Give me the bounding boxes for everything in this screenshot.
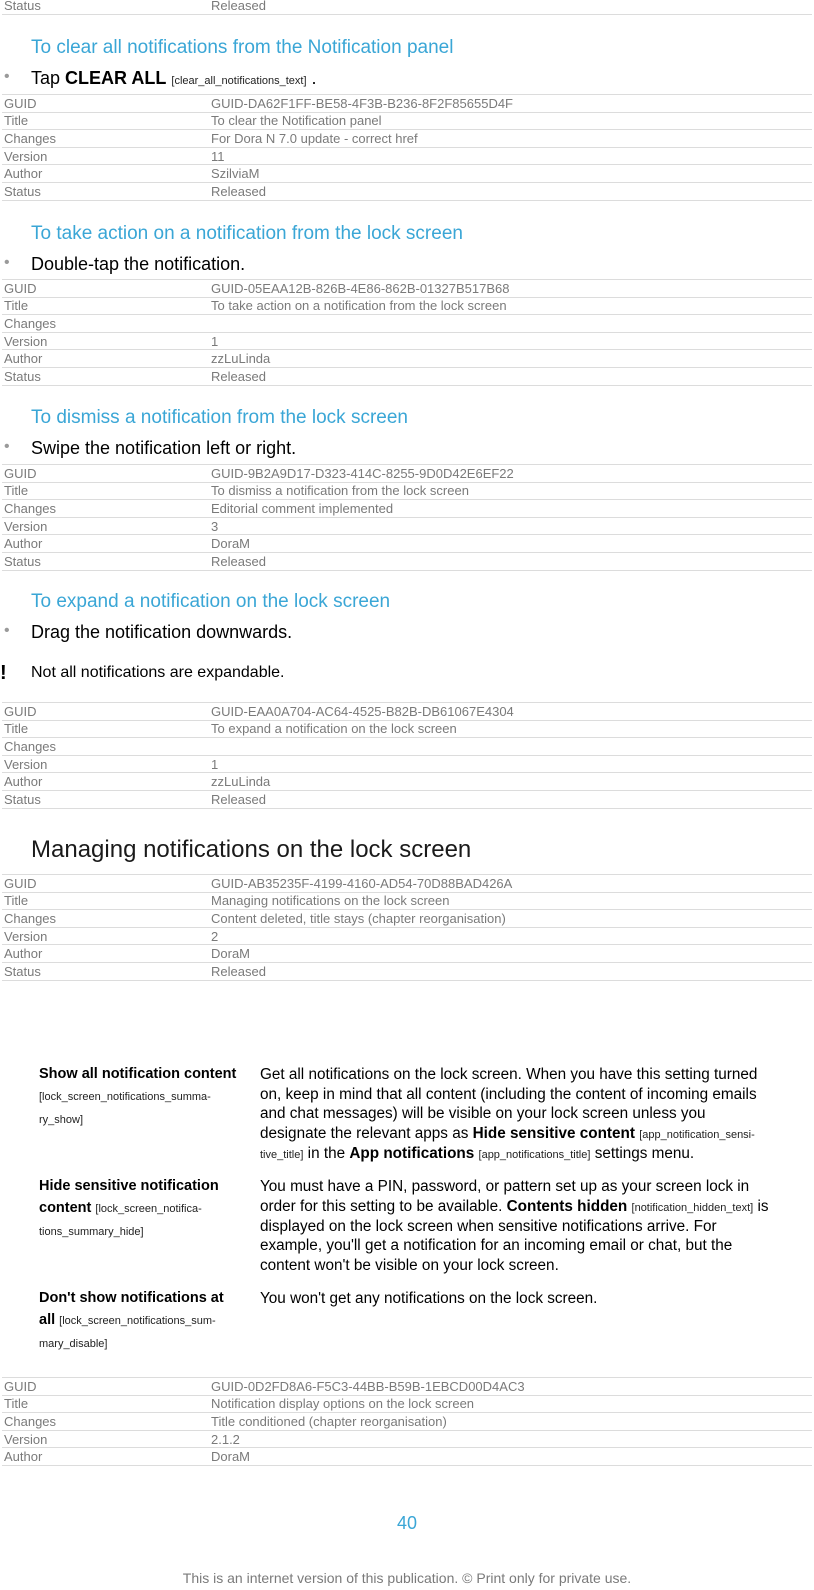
table-row [2, 962, 812, 980]
meta-key: GUID [2, 280, 209, 298]
table-row [2, 367, 812, 385]
table-row [2, 910, 812, 928]
text-run: Don't show notifications at [39, 1290, 224, 1306]
meta-key: Changes [2, 910, 209, 928]
metadata-table-top [2, 0, 812, 15]
option-description [260, 1065, 806, 1164]
table-row [2, 1395, 812, 1413]
table-row [2, 1430, 812, 1448]
metadata-table [2, 464, 812, 571]
option-description [260, 1289, 806, 1309]
table-row [2, 147, 812, 165]
table-row [2, 875, 812, 893]
meta-key: Version [2, 332, 209, 350]
text-run: [lock_screen_notifica- [95, 1203, 202, 1215]
table-row [2, 945, 812, 963]
text-run: designate the relevant apps as [260, 1124, 469, 1142]
meta-key: Title [2, 297, 209, 315]
meta-key: Status [2, 552, 209, 570]
meta-value: GUID-9B2A9D17-D323-414C-8255-9D0D42E6EF22 [209, 465, 812, 483]
meta-value: 1 [209, 755, 812, 773]
table-row [2, 535, 812, 553]
meta-value: 11 [209, 147, 812, 165]
text-run: Drag the notification downwards. [31, 622, 293, 642]
meta-key: Changes [2, 315, 209, 333]
text-run: tions_summary_hide] [39, 1226, 144, 1238]
string-ref: [app_notification_sensi- [639, 1128, 755, 1141]
option-name [39, 1175, 249, 1243]
meta-key: Changes [2, 738, 209, 756]
table-row [2, 482, 812, 500]
table-row [2, 350, 812, 368]
meta-key: Changes [2, 130, 209, 148]
metadata-table [2, 702, 812, 809]
table-row [2, 927, 812, 945]
table-row [2, 182, 812, 200]
text-run: on, keep in mind that all content (including the content of incoming emails [260, 1085, 757, 1103]
section-heading: To expand a notification on the lock screen [31, 591, 391, 612]
option-description [260, 1177, 806, 1275]
metadata-table [2, 874, 812, 981]
meta-value: GUID-0D2FD8A6-F5C3-44BB-B59B-1EBCD00D4AC3 [209, 1378, 812, 1396]
meta-value: Managing notifications on the lock screen [209, 892, 812, 910]
table-row [2, 315, 812, 333]
table-row [2, 517, 812, 535]
meta-value: 1 [209, 332, 812, 350]
text-run: example, you'll get a notification for an incoming email or chat, but the [260, 1237, 733, 1254]
table-row [2, 703, 812, 721]
table-row [2, 1413, 812, 1431]
footer-text: This is an internet version of this publication. © Print only for private use. [182, 1570, 632, 1586]
bullet-item [4, 254, 246, 275]
meta-value: zzLuLinda [209, 350, 812, 368]
table-row [2, 500, 812, 518]
table-row [2, 1378, 812, 1396]
text-run: is [757, 1197, 769, 1215]
page-number: 40 [396, 1513, 418, 1533]
meta-value: 2 [209, 927, 812, 945]
section-heading: To dismiss a notification from the lock screen [31, 407, 408, 428]
meta-value: To clear the Notification panel [209, 112, 812, 130]
option-name [39, 1287, 249, 1355]
bullet-dot-icon: • [4, 438, 10, 455]
meta-value [209, 738, 812, 756]
meta-key: Title [2, 892, 209, 910]
text-run: You must have a PIN, password, or pattern set up as your screen lock in [260, 1178, 750, 1195]
table-row [2, 465, 812, 483]
bullet-item [4, 622, 293, 643]
bullet-dot-icon: • [4, 68, 10, 85]
bullet-item [4, 68, 317, 89]
meta-key: Status [2, 962, 209, 980]
meta-value: DoraM [209, 945, 812, 963]
table-row [2, 755, 812, 773]
text-run: Hide sensitive notification [39, 1178, 219, 1194]
table-row [2, 95, 812, 113]
metadata-table [2, 94, 812, 201]
meta-value: SzilviaM [209, 165, 812, 183]
meta-value: Released [209, 0, 812, 14]
text-run: all [39, 1312, 56, 1328]
meta-key: Title [2, 482, 209, 500]
meta-key: Version [2, 755, 209, 773]
meta-key: Status [2, 367, 209, 385]
metadata-table [2, 1377, 812, 1466]
exclamation-icon: ! [0, 662, 7, 684]
meta-value: For Dora N 7.0 update - correct href [209, 130, 812, 148]
meta-key: Title [2, 1395, 209, 1413]
text-run: [lock_screen_notifications_summa- [39, 1091, 211, 1103]
table-row [2, 165, 812, 183]
meta-key: GUID [2, 95, 209, 113]
table-row [2, 738, 812, 756]
page-title: Managing notifications on the lock screen [31, 836, 472, 863]
bullet-item [4, 438, 297, 459]
table-row [2, 297, 812, 315]
note [0, 662, 285, 684]
meta-value: Released [209, 552, 812, 570]
table-row [2, 773, 812, 791]
meta-value: zzLuLinda [209, 773, 812, 791]
table-row [2, 332, 812, 350]
meta-value: DoraM [209, 1448, 812, 1466]
meta-key: Author [2, 1448, 209, 1466]
meta-value: Title conditioned (chapter reorganisation) [209, 1413, 812, 1431]
meta-key: Title [2, 112, 209, 130]
table-row [2, 892, 812, 910]
meta-key: Version [2, 927, 209, 945]
text-run: and chat messages) will be visible on your lock screen unless you [260, 1105, 706, 1122]
bullet-dot-icon: • [4, 254, 10, 271]
metadata-table [2, 279, 812, 386]
meta-value: To take action on a notification from the lock screen [209, 297, 812, 315]
meta-key: GUID [2, 703, 209, 721]
meta-key: Version [2, 1430, 209, 1448]
meta-value: DoraM [209, 535, 812, 553]
meta-value: GUID-DA62F1FF-BE58-4F3B-B236-8F2F85655D4F [209, 95, 812, 113]
text-run: Get all notifications on the lock screen. When you have this setting turned [260, 1066, 758, 1083]
meta-value: Released [209, 962, 812, 980]
string-ref: [clear_all_notifications_text] [171, 75, 307, 87]
meta-value: Released [209, 790, 812, 808]
string-ref: [app_notifications_title] [478, 1148, 591, 1161]
meta-key: Status [2, 790, 209, 808]
meta-key: Version [2, 147, 209, 165]
meta-key: Changes [2, 1413, 209, 1431]
table-row [2, 112, 812, 130]
text-run: order for this setting to be available. [260, 1197, 503, 1215]
meta-value [209, 315, 812, 333]
meta-value: To expand a notification on the lock screen [209, 720, 812, 738]
meta-value: GUID-05EAA12B-826B-4E86-862B-01327B517B68 [209, 280, 812, 298]
meta-key: Author [2, 535, 209, 553]
meta-value: To dismiss a notification from the lock screen [209, 482, 812, 500]
meta-key: Author [2, 350, 209, 368]
text-run: Double-tap the notification. [31, 254, 246, 274]
table-row [2, 552, 812, 570]
bullet-dot-icon: • [4, 622, 10, 639]
meta-value: 3 [209, 517, 812, 535]
ui-label: Contents hidden [506, 1197, 628, 1215]
table-row [2, 130, 812, 148]
string-ref: tive_title] [260, 1148, 304, 1161]
meta-key: GUID [2, 465, 209, 483]
text-run: in the [307, 1144, 346, 1162]
table-row [2, 720, 812, 738]
meta-key: Title [2, 720, 209, 738]
text-run: displayed on the lock screen when sensitive notifications arrive. For [260, 1217, 717, 1235]
text-run: ry_show] [39, 1114, 84, 1126]
meta-value: Released [209, 367, 812, 385]
meta-key: Changes [2, 500, 209, 518]
text-run: You won't get any notifications on the lock screen. [260, 1290, 598, 1307]
meta-value: Notification display options on the lock screen [209, 1395, 812, 1413]
meta-value: GUID-EAA0A704-AC64-4525-B82B-DB61067E4304 [209, 703, 812, 721]
text-run: Show all notification content [39, 1066, 237, 1082]
meta-key: Status [2, 182, 209, 200]
ui-label: App notifications [349, 1144, 475, 1162]
meta-key: GUID [2, 875, 209, 893]
meta-key: Author [2, 165, 209, 183]
meta-value: Released [209, 182, 812, 200]
option-name [39, 1063, 249, 1131]
text-run: content [39, 1200, 92, 1216]
meta-key: Author [2, 945, 209, 963]
string-ref: [notification_hidden_text] [631, 1201, 754, 1214]
meta-value: GUID-AB35235F-4199-4160-AD54-70D88BAD426A [209, 875, 812, 893]
section-heading: To clear all notifications from the Notification panel [31, 37, 454, 58]
section-heading: To take action on a notification from the lock screen [31, 223, 463, 244]
meta-value: Editorial comment implemented [209, 500, 812, 518]
meta-key: Version [2, 517, 209, 535]
text-run: [lock_screen_notifications_sum- [59, 1315, 216, 1327]
text-run: . [311, 68, 317, 88]
meta-key: GUID [2, 1378, 209, 1396]
meta-key: Author [2, 773, 209, 791]
text-run: mary_disable] [39, 1338, 108, 1350]
table-row [2, 280, 812, 298]
table-row [2, 1448, 812, 1466]
meta-value: 2.1.2 [209, 1430, 812, 1448]
text-run: Not all notifications are expandable. [31, 664, 285, 681]
meta-value: Content deleted, title stays (chapter reorganisation) [209, 910, 812, 928]
text-run: Swipe the notification left or right. [31, 438, 297, 458]
text-run: settings menu. [594, 1144, 695, 1162]
text-run: content won't be visible on your lock screen. [260, 1256, 559, 1274]
ui-label: Hide sensitive content [472, 1124, 635, 1142]
meta-key: Status [2, 0, 209, 14]
table-row [2, 790, 812, 808]
ui-label: CLEAR ALL [65, 68, 167, 88]
table-row [2, 0, 812, 14]
text-run: Tap [31, 68, 61, 88]
